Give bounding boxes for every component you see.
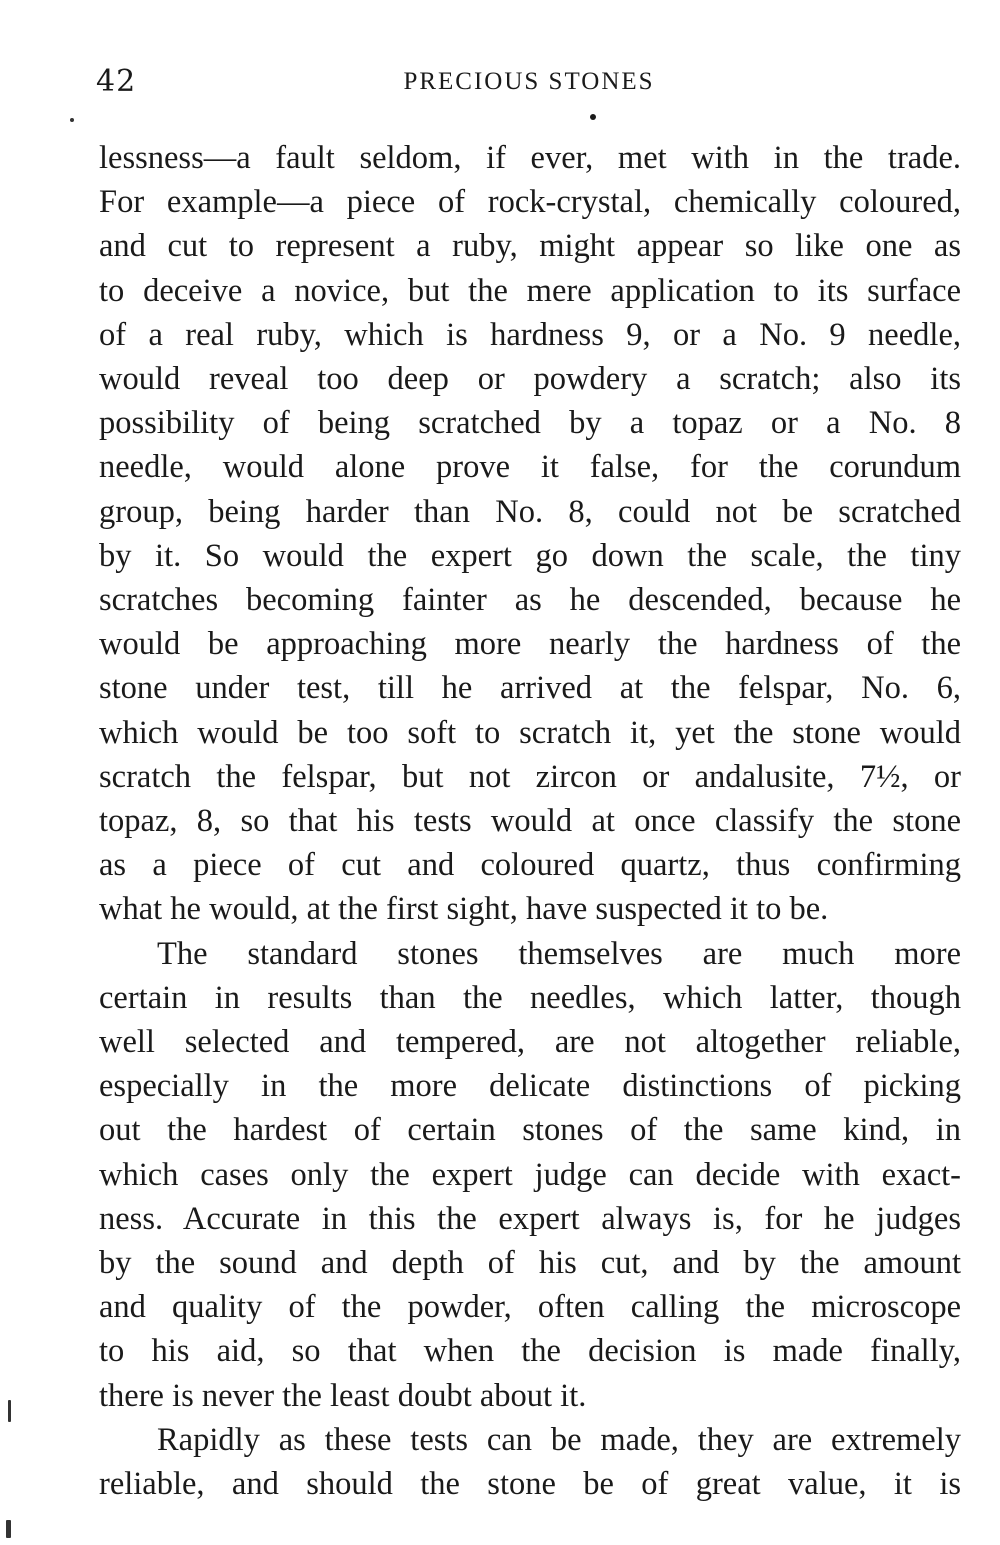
text-line: lessness—a fault seldom, if ever, met with in the trade.: [99, 140, 961, 176]
text-line: reliable, and should the stone be of great value, it is: [99, 1466, 961, 1503]
text-line: The standard stones themselves are much more: [157, 935, 961, 972]
text-line: scratch the felspar, but not zircon or andalusite, 7½, or: [99, 758, 961, 795]
text-line: ness. Accurate in this the expert always is, for he judges: [99, 1200, 961, 1237]
text-line: as a piece of cut and coloured quartz, thus confirming: [99, 847, 961, 884]
ink-speck: [70, 118, 74, 122]
text-line: certain in results than the needles, which latter, though: [99, 979, 961, 1016]
page-number: 42: [96, 64, 137, 99]
ink-speck: [6, 1520, 11, 1538]
text-line: For example—a piece of rock-crystal, chemically coloured,: [99, 184, 961, 221]
text-line: possibility of being scratched by a topaz or a No. 8: [99, 405, 961, 442]
text-line: of a real ruby, which is hardness 9, or a No. 9 needle,: [99, 316, 961, 353]
text-line: and quality of the powder, often calling the microscope: [99, 1289, 961, 1326]
text-line: to deceive a novice, but the mere application to its surface: [99, 272, 961, 309]
paragraph-2: [99, 932, 961, 1418]
paragraph-1: [99, 136, 961, 932]
text-line: topaz, 8, so that his tests would at once classify the stone: [99, 803, 961, 840]
ink-speck: [8, 1400, 11, 1422]
text-line: to his aid, so that when the decision is made finally,: [99, 1333, 961, 1370]
text-line: there is never the least doubt about it.: [99, 1377, 587, 1414]
text-line: by it. So would the expert go down the scale, the tiny: [99, 537, 961, 574]
text-line: well selected and tempered, are not altogether reliable,: [99, 1024, 961, 1061]
text-line: what he would, at the first sight, have suspected it to be.: [99, 891, 829, 928]
body-text: [99, 136, 961, 1506]
text-line: by the sound and depth of his cut, and by the amount: [99, 1245, 961, 1282]
running-title: PRECIOUS STONES: [403, 68, 655, 95]
text-line: out the hardest of certain stones of the same kind, in: [99, 1112, 961, 1149]
page-header: [96, 64, 962, 104]
text-line: stone under test, till he arrived at the felspar, No. 6,: [99, 670, 961, 707]
text-line: and cut to represent a ruby, might appear so like one as: [99, 228, 961, 265]
paragraph-3: [99, 1418, 961, 1506]
text-line: Rapidly as these tests can be made, they are extremely: [157, 1421, 961, 1458]
text-line: which cases only the expert judge can decide with exact-: [99, 1156, 961, 1193]
text-line: especially in the more delicate distinctions of picking: [99, 1068, 961, 1105]
text-line: would reveal too deep or powdery a scratch; also its: [99, 361, 961, 398]
text-line: group, being harder than No. 8, could not be scratched: [99, 493, 961, 530]
text-line: would be approaching more nearly the hardness of the: [99, 626, 961, 663]
text-line: needle, would alone prove it false, for the corundum: [99, 449, 961, 486]
text-line: scratches becoming fainter as he descended, because he: [99, 582, 961, 619]
text-line: which would be too soft to scratch it, yet the stone would: [99, 714, 961, 751]
ornament-dot: [590, 114, 596, 120]
